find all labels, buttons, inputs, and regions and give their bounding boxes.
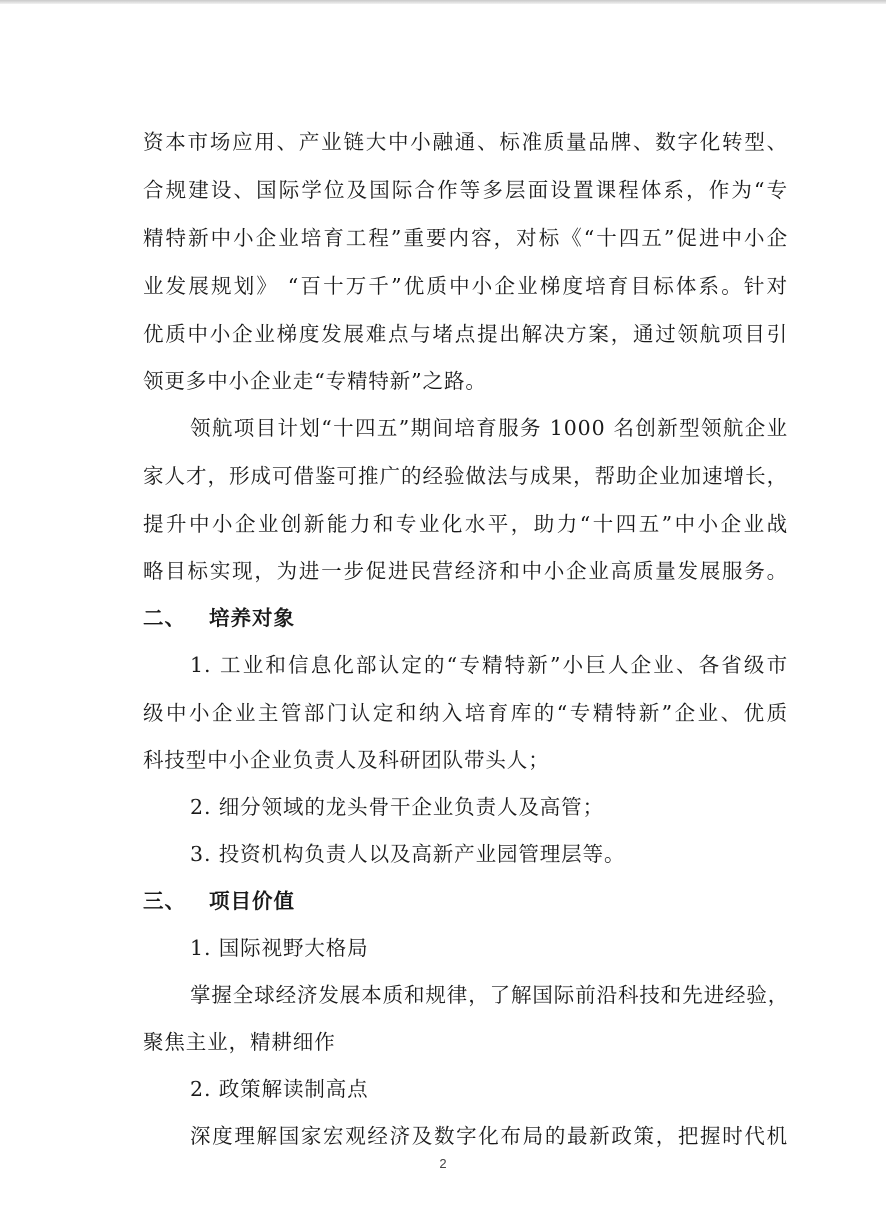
section3-sub2-title: 2. 政策解读制高点 (190, 1077, 369, 1101)
section2-item1-line-2: 级中小企业主管部门认定和纳入培育库的“专精特新”企业、优质 (143, 701, 788, 725)
section2-heading (143, 603, 295, 633)
para2-line-2: 家人才，形成可借鉴可推广的经验做法与成果，帮助企业加速增长， (143, 464, 788, 488)
section3-title: 项目价值 (209, 889, 295, 913)
section3-number: 三、 (143, 889, 186, 913)
section2-item1-line-3: 科技型中小企业负责人及科研团队带头人； (143, 748, 550, 772)
section2-item1-line-1: 1. 工业和信息化部认定的“专精特新”小巨人企业、各省级市 (190, 653, 788, 677)
section2-number: 二、 (143, 606, 186, 630)
section2-item3: 3. 投资机构负责人以及高新产业园管理层等。 (190, 842, 626, 866)
section3-heading (143, 886, 295, 916)
para2-line-4: 略目标实现，为进一步促进民营经济和中小企业高质量发展服务。 (143, 559, 788, 583)
para1-line-6: 领更多中小企业走“专精特新”之路。 (143, 369, 487, 393)
para2-line-1: 领航项目计划“十四五”期间培育服务 1000 名创新型领航企业 (190, 416, 788, 440)
para1-line-4: 业发展规划》 “百十万千”优质中小企业梯度培育目标体系。针对 (143, 274, 788, 298)
page-number: 2 (439, 1156, 447, 1171)
para1-line-5: 优质中小企业梯度发展难点与堵点提出解决方案，通过领航项目引 (143, 322, 788, 346)
section2-title: 培养对象 (209, 606, 295, 630)
para1-line-1: 资本市场应用、产业链大中小融通、标准质量品牌、数字化转型、 (143, 130, 788, 154)
para1-line-2: 合规建设、国际学位及国际合作等多层面设置课程体系，作为“专 (143, 178, 788, 202)
section3-sub2-text-line-1: 深度理解国家宏观经济及数字化布局的最新政策，把握时代机 (190, 1124, 788, 1148)
section2-item2: 2. 细分领域的龙头骨干企业负责人及高管； (190, 795, 604, 819)
para1-line-3: 精特新中小企业培育工程”重要内容，对标《“十四五”促进中小企 (143, 226, 788, 250)
section3-sub1-title: 1. 国际视野大格局 (190, 936, 369, 960)
para2-line-3: 提升中小企业创新能力和专业化水平，助力“十四五”中小企业战 (143, 512, 788, 536)
section3-sub1-text-line-1: 掌握全球经济发展本质和规律，了解国际前沿科技和先进经验， (190, 983, 790, 1007)
section3-sub1-text-line-2: 聚焦主业，精耕细作 (143, 1030, 336, 1054)
